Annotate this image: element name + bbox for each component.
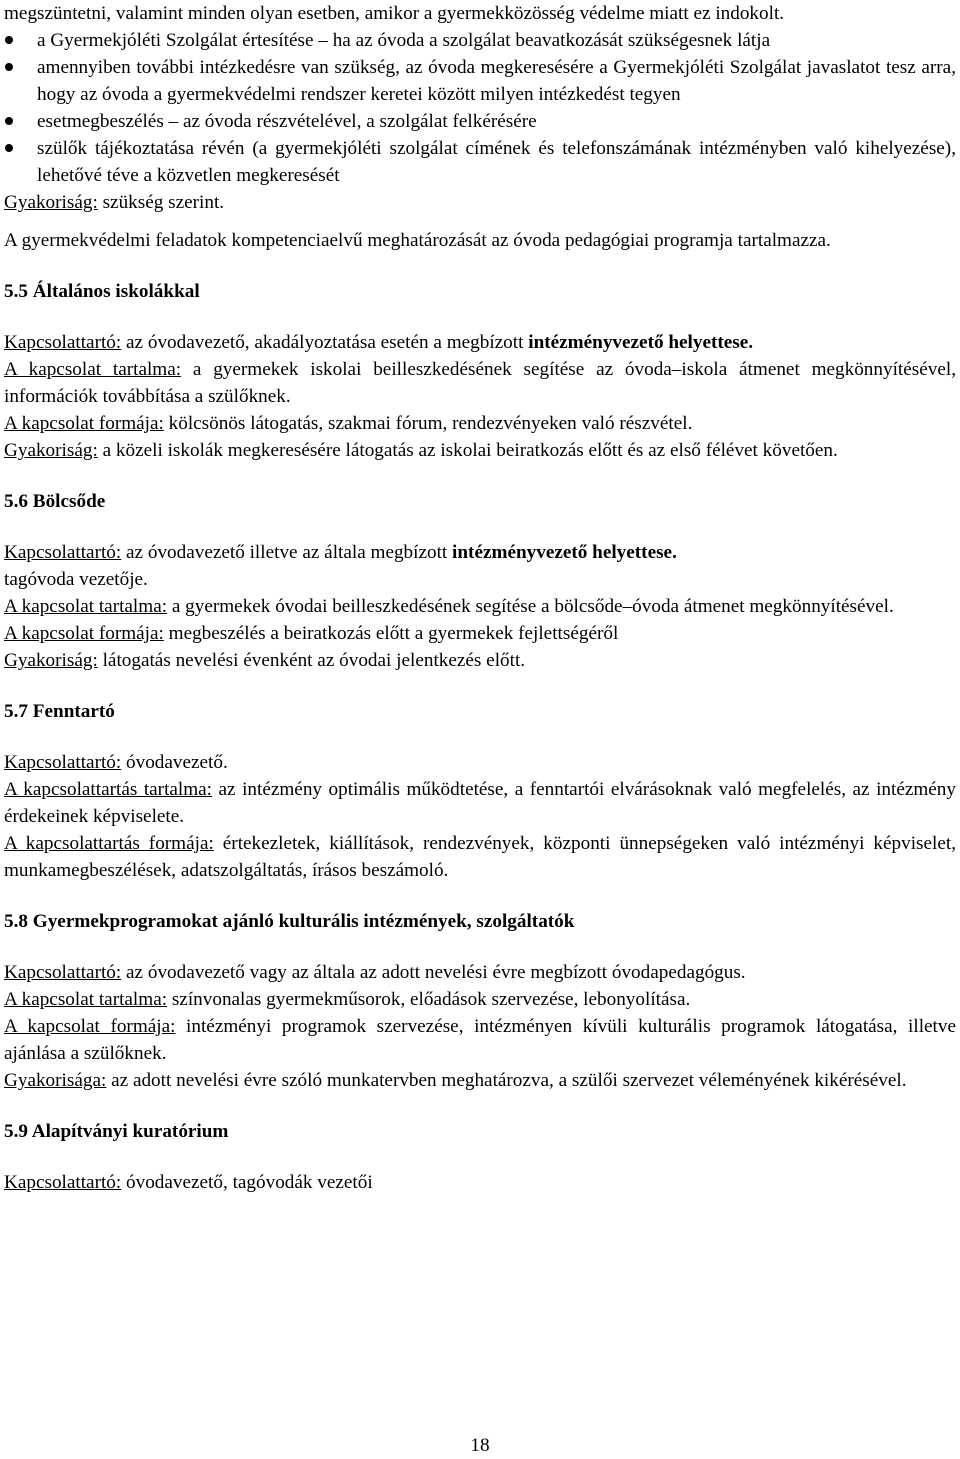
- list-item: szülők tájékoztatása révén (a gyermekjóléti szolgálat címének és telefonszámának intézményben való kihelyezése), lehetővé téve a közvetlen megkeresését: [4, 135, 956, 189]
- form-line: [4, 410, 956, 437]
- frequency-label: Gyakoriság:: [4, 440, 98, 461]
- form-text: értekezletek, kiállítások, rendezvények, központi ünnepségeken való intézményi képviselet, munkamegbeszélések, adatszolgáltatás, írásos beszámoló.: [4, 833, 956, 881]
- form-text: kölcsönös látogatás, szakmai fórum, rendezvényeken való részvétel.: [163, 413, 693, 434]
- frequency-text: látogatás nevelési évenként az óvodai jelentkezés előtt.: [97, 650, 526, 671]
- form-text: megbeszélés a beiratkozás előtt a gyermekek fejlettségéről: [163, 623, 619, 644]
- note-paragraph: A gyermekvédelmi feladatok kompetenciaelvű meghatározását az óvoda pedagógiai programja tartalmazza.: [4, 230, 831, 251]
- list-item: a Gyermekjóléti Szolgálat értesítése – ha az óvoda a szolgálat beavatkozását szükségesnek látja: [4, 27, 956, 54]
- contact-line: [4, 959, 956, 986]
- content-line: [4, 986, 956, 1013]
- content-label: A kapcsolattartás tartalma:: [4, 779, 213, 800]
- bullet-list: [4, 27, 956, 189]
- contact-line: [4, 749, 956, 776]
- contact-bold: intézményvezető helyettese.: [528, 332, 754, 353]
- frequency-text: az adott nevelési évre szóló munkatervben meghatározva, a szülői szervezet véleményének kikérésével.: [106, 1070, 907, 1091]
- list-item: esetmegbeszélés – az óvoda részvételével, a szolgálat felkérésére: [4, 108, 956, 135]
- contact-label: Kapcsolattartó:: [4, 752, 122, 773]
- contact-text: az óvodavezető vagy az általa az adott nevelési évre megbízott óvodapedagógus.: [121, 962, 746, 983]
- frequency-label: Gyakoriság:: [4, 650, 98, 671]
- content-label: A kapcsolat tartalma:: [4, 989, 168, 1010]
- extra-line: tagóvoda vezetője.: [4, 569, 148, 590]
- intro-paragraph: megszüntetni, valamint minden olyan esetben, amikor a gyermekközösség védelme miatt ez indokolt.: [4, 3, 785, 24]
- contact-label: Kapcsolattartó:: [4, 332, 122, 353]
- content-line: [4, 593, 956, 620]
- frequency-label: Gyakoriság:: [4, 192, 98, 213]
- content-label: A kapcsolat tartalma:: [4, 359, 182, 380]
- list-item: amennyiben további intézkedésre van szükség, az óvoda megkeresésére a Gyermekjóléti Szolgálat javaslatot tesz arra, hogy az óvoda a gyermekvédelmi rendszer keretei között milyen intézkedést tegyen: [4, 54, 956, 108]
- content-line: [4, 356, 956, 410]
- section-heading-5-9: 5.9 Alapítványi kuratórium: [4, 1121, 229, 1142]
- form-label: A kapcsolat formája:: [4, 1016, 176, 1037]
- section-heading-5-7: 5.7 Fenntartó: [4, 701, 115, 722]
- contact-text: óvodavezető, tagóvodák vezetői: [121, 1172, 373, 1193]
- frequency-text: a közeli iskolák megkeresésére látogatás az iskolai beiratkozás előtt és az első félévet követően.: [97, 440, 838, 461]
- form-line: [4, 830, 956, 884]
- frequency-line: [4, 189, 956, 216]
- document-page: [4, 0, 956, 1196]
- section-heading-5-8: 5.8 Gyermekprogramokat ajánló kulturális intézmények, szolgáltatók: [4, 911, 575, 932]
- contact-line: [4, 539, 956, 566]
- frequency-label: Gyakorisága:: [4, 1070, 107, 1091]
- contact-label: Kapcsolattartó:: [4, 542, 122, 563]
- contact-label: Kapcsolattartó:: [4, 962, 122, 983]
- section-heading-5-6: 5.6 Bölcsőde: [4, 491, 106, 512]
- contact-label: Kapcsolattartó:: [4, 1172, 122, 1193]
- frequency-text: szükség szerint.: [97, 192, 225, 213]
- form-line: [4, 1013, 956, 1067]
- contact-bold: intézményvezető helyettese.: [452, 542, 677, 563]
- frequency-line: [4, 1067, 956, 1094]
- content-text: az intézmény optimális működtetése, a fenntartói elvárásoknak való megfelelés, az intézmény érdekeinek képviselete.: [4, 779, 956, 827]
- contact-line: [4, 1169, 956, 1196]
- page-number: 18: [470, 1435, 490, 1456]
- content-line: [4, 776, 956, 830]
- content-text: a gyermekek iskolai beilleszkedésének segítése az óvoda–iskola átmenet megkönnyítésével, információk továbbítása a szülőknek.: [4, 359, 956, 407]
- form-label: A kapcsolat formája:: [4, 413, 164, 434]
- contact-text: az óvodavezető, akadályoztatása esetén a megbízott: [121, 332, 529, 353]
- contact-line: [4, 329, 956, 356]
- content-label: A kapcsolat tartalma:: [4, 596, 168, 617]
- form-text: intézményi programok szervezése, intézményen kívüli kulturális programok látogatása, illetve ajánlása a szülőknek.: [4, 1016, 956, 1064]
- content-text: színvonalas gyermekműsorok, előadások szervezése, lebonyolítása.: [167, 989, 691, 1010]
- form-label: A kapcsolat formája:: [4, 623, 164, 644]
- contact-text: óvodavezető.: [121, 752, 228, 773]
- frequency-line: [4, 647, 956, 674]
- form-label: A kapcsolattartás formája:: [4, 833, 214, 854]
- form-line: [4, 620, 956, 647]
- contact-text: az óvodavezető illetve az általa megbízott: [121, 542, 453, 563]
- frequency-line: [4, 437, 956, 464]
- content-text: a gyermekek óvodai beilleszkedésének segítése a bölcsőde–óvoda átmenet megkönnyítésével.: [167, 596, 894, 617]
- section-heading-5-5: 5.5 Általános iskolákkal: [4, 281, 200, 302]
